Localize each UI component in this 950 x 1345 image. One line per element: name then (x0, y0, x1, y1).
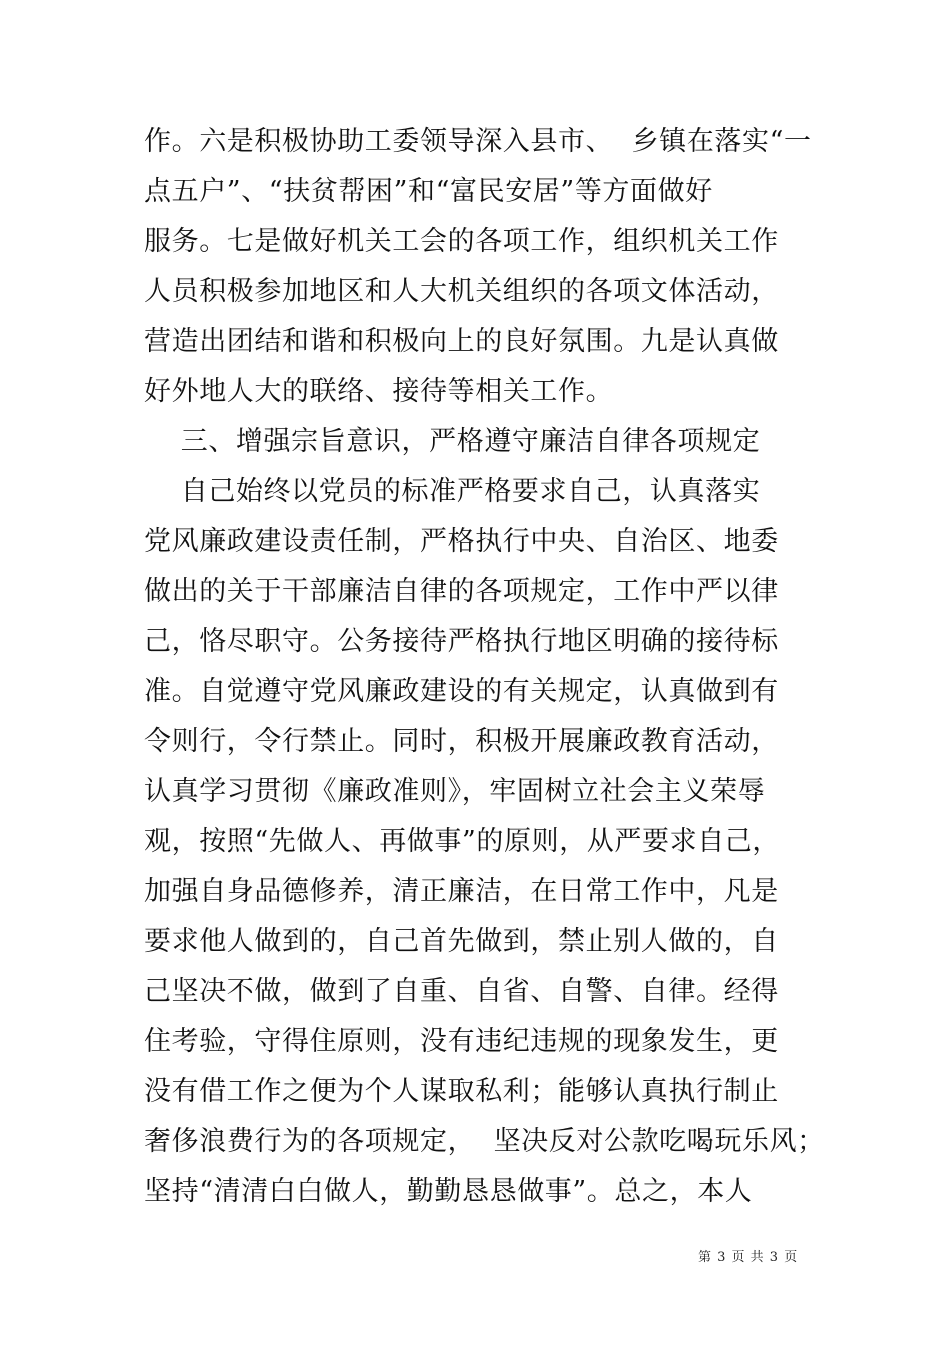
section-heading: 三、增强宗旨意识，严格遵守廉洁自律各项规定 (144, 426, 761, 457)
body-line: 好外地人大的联络、接待等相关工作。 (144, 376, 614, 407)
body-line: 点五户”、“扶贫帮困”和“富民安居”等方面做好 (144, 176, 713, 207)
body-line: 作。六是积极协助工委领导深入县市、 乡镇在落实“一 (144, 126, 812, 157)
body-line: 己坚决不做，做到了自重、自省、自警、自律。经得 (144, 976, 779, 1007)
page-number: 第 3 页 共 3 页 (698, 1250, 799, 1265)
body-line: 坚持“清清白白做人，勤勤恳恳做事”。总之，本人 (144, 1176, 753, 1207)
paragraph-start-line: 自己始终以党员的标准严格要求自己，认真落实 (144, 476, 761, 507)
body-line: 加强自身品德修养，清正廉洁，在日常工作中，凡是 (144, 876, 779, 907)
body-line: 准。自觉遵守党风廉政建设的有关规定，认真做到有 (144, 676, 779, 707)
body-line: 服务。七是做好机关工会的各项工作，组织机关工作 (144, 226, 779, 257)
body-line: 奢侈浪费行为的各项规定， 坚决反对公款吃喝玩乐风； (144, 1126, 825, 1157)
body-line: 没有借工作之便为个人谋取私利；能够认真执行制止 (144, 1076, 779, 1107)
body-line: 做出的关于干部廉洁自律的各项规定，工作中严以律 (144, 576, 779, 607)
body-line: 观，按照“先做人、再做事”的原则，从严要求自己， (144, 826, 781, 857)
body-line: 人员积极参加地区和人大机关组织的各项文体活动， (144, 276, 779, 307)
body-line: 己，恪尽职守。公务接待严格执行地区明确的接待标 (144, 626, 779, 657)
body-line: 住考验，守得住原则，没有违纪违规的现象发生，更 (144, 1026, 779, 1057)
body-line: 认真学习贯彻《廉政准则》，牢固树立社会主义荣辱 (144, 776, 766, 807)
body-line: 令则行，令行禁止。同时，积极开展廉政教育活动， (144, 726, 779, 757)
body-line: 党风廉政建设责任制，严格执行中央、自治区、地委 (144, 526, 779, 557)
body-line: 要求他人做到的，自己首先做到，禁止别人做的，自 (144, 926, 779, 957)
body-line: 营造出团结和谐和积极向上的良好氛围。九是认真做 (144, 326, 779, 357)
